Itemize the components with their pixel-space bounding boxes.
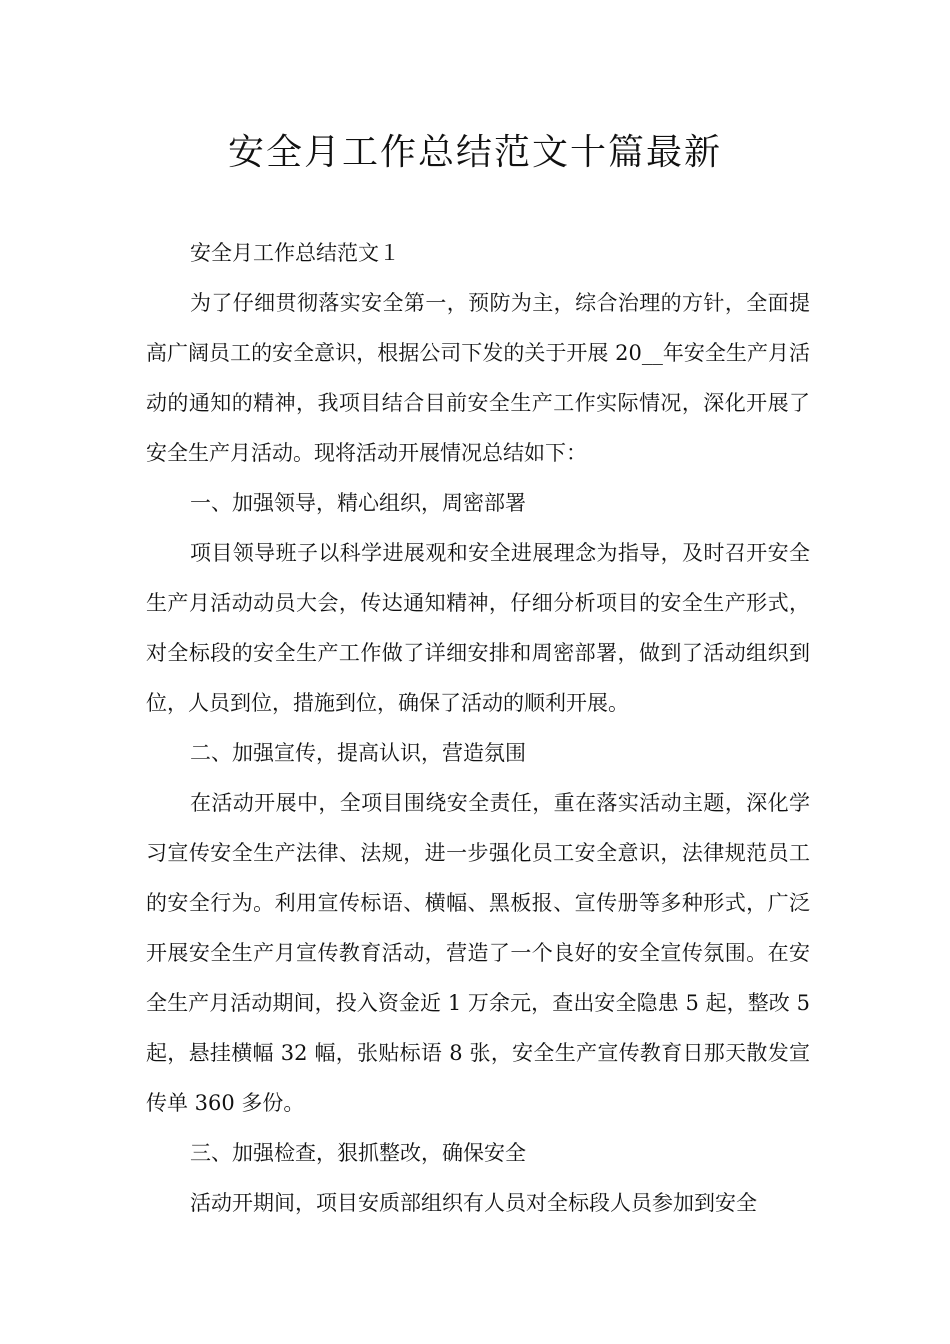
body-paragraph: 为了仔细贯彻落实安全第一，预防为主，综合治理的方针，全面提高广阔员工的安全意识，根据公司下发的关于开展 20__年安全生产月活动的通知的精神，我项目结合目前安全生产工作实际情况，深化开展了安全生产月活动。现将活动开展情况总结如下： xyxy=(146,291,810,465)
body-paragraph: 活动开期间，项目安质部组织有人员对全标段人员参加到安全 xyxy=(190,1191,757,1215)
section-heading: 安全月工作总结范文１ xyxy=(190,241,400,265)
section-heading: 一、加强领导，精心组织，周密部署 xyxy=(190,491,526,515)
body-paragraph: 项目领导班子以科学进展观和安全进展理念为指导，及时召开安全生产月活动动员大会，传达通知精神，仔细分析项目的安全生产形式，对全标段的安全生产工作做了详细安排和周密部署，做到了活动组织到位，人员到位，措施到位，确保了活动的顺利开展。 xyxy=(146,541,810,715)
section-heading: 三、加强检查，狠抓整改，确保安全 xyxy=(190,1141,526,1165)
document-body xyxy=(146,228,810,1228)
section-heading: 二、加强宣传，提高认识，营造氛围 xyxy=(190,741,526,765)
document-title: 安全月工作总结范文十篇最新 xyxy=(227,132,722,173)
body-paragraph: 在活动开展中，全项目围绕安全责任，重在落实活动主题，深化学习宣传安全生产法律、法规，进一步强化员工安全意识，法律规范员工的安全行为。利用宣传标语、横幅、黑板报、宣传册等多种形式，广泛开展安全生产月宣传教育活动，营造了一个良好的安全宣传氛围。在安全生产月活动期间，投入资金近 1 万余元，查出安全隐患 5 起，整改 5 起，悬挂横幅 32 幅，张贴标语 8 张，安全生产宣传教育日那天散发宣传单 360 多份。 xyxy=(146,791,810,1115)
